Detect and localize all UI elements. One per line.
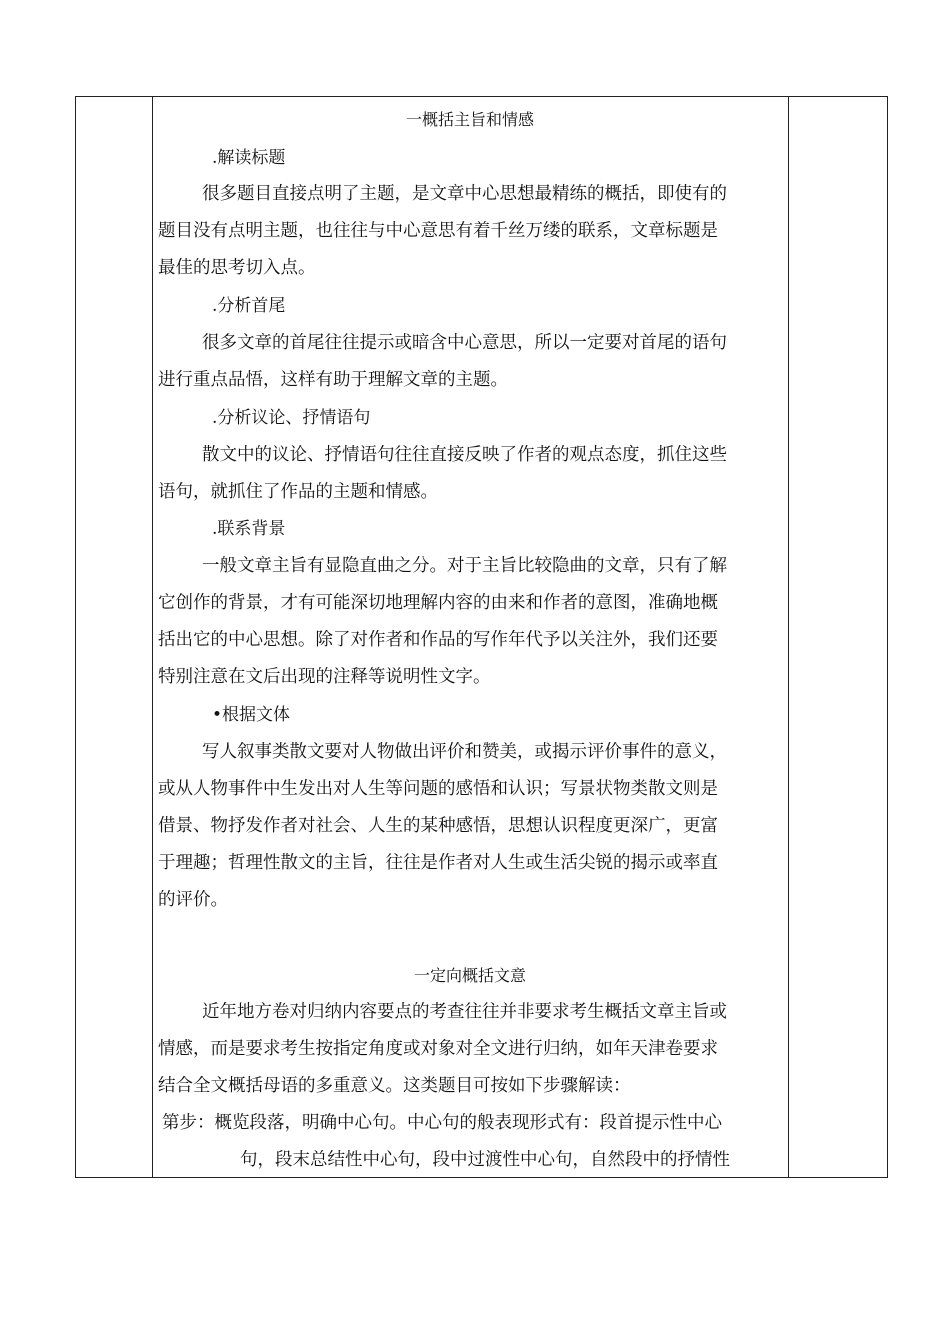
paragraph-line: 结合全文概括母语的多重意义。这类题目可按如下步骤解读：: [158, 1076, 631, 1096]
paragraph-line: 进行重点品悟，这样有助于理解文章的主题。: [158, 370, 508, 390]
paragraph-line: 近年地方卷对归纳内容要点的考查往往并非要求考生概括文章主旨或: [202, 1002, 727, 1022]
subheading: .分析首尾: [212, 296, 286, 316]
paragraph-line: 情感，而是要求考生按指定角度或对象对全文进行归纳，如年天津卷要求: [158, 1039, 718, 1059]
subheading: .分析议论、抒情语句: [212, 408, 371, 428]
paragraph-line: 它创作的背景，才有可能深切地理解内容的由来和作者的意图，准确地概: [158, 593, 718, 613]
subheading: .联系背景: [212, 519, 286, 539]
step-line-continued: 句，段末总结性中心句，段中过渡性中心句，自然段中的抒情性: [240, 1150, 730, 1170]
paragraph-line: 题目没有点明主题，也往往与中心意思有着千丝万缕的联系，文章标题是: [158, 221, 718, 241]
subheading: •根据文体: [212, 705, 291, 725]
paragraph-line: 的评价。: [158, 890, 228, 910]
paragraph-line: 或从人物事件中生发出对人生等问题的感悟和认识；写景状物类散文则是: [158, 779, 718, 799]
paragraph-line: 一般文章主旨有显隐直曲之分。对于主旨比较隐曲的文章，只有了解: [202, 556, 727, 576]
paragraph-line: 最佳的思考切入点。: [158, 258, 316, 278]
section-title: 一定向概括文意: [413, 966, 526, 985]
paragraph-line: 括出它的中心思想。除了对作者和作品的写作年代予以关注外，我们还要: [158, 630, 718, 650]
paragraph-line: 于理趣；哲理性散文的主旨，往往是作者对人生或生活尖锐的揭示或率直: [158, 853, 718, 873]
paragraph-line: 写人叙事类散文要对人物做出评价和赞美，或揭示评价事件的意义，: [202, 742, 727, 762]
table-content-cell: [152, 96, 788, 1178]
paragraph-line: 特别注意在文后出现的注释等说明性文字。: [158, 667, 491, 687]
subheading: .解读标题: [212, 148, 286, 168]
column-divider-right: [788, 97, 789, 1177]
paragraph-line: 语句，就抓住了作品的主题和情感。: [158, 482, 438, 502]
section-title: 一概括主旨和情感: [405, 110, 534, 129]
paragraph-line: 很多题目直接点明了主题，是文章中心思想最精练的概括，即使有的: [202, 184, 727, 204]
step-line: 第步：概览段落，明确中心句。中心句的般表现形式有：段首提示性中心: [162, 1113, 722, 1133]
paragraph-line: 借景、物抒发作者对社会、人生的某种感悟，思想认识程度更深广，更富: [158, 816, 718, 836]
paragraph-line: 散文中的议论、抒情语句往往直接反映了作者的观点态度，抓住这些: [202, 445, 727, 465]
paragraph-line: 很多文章的首尾往往提示或暗含中心意思，所以一定要对首尾的语句: [202, 333, 727, 353]
